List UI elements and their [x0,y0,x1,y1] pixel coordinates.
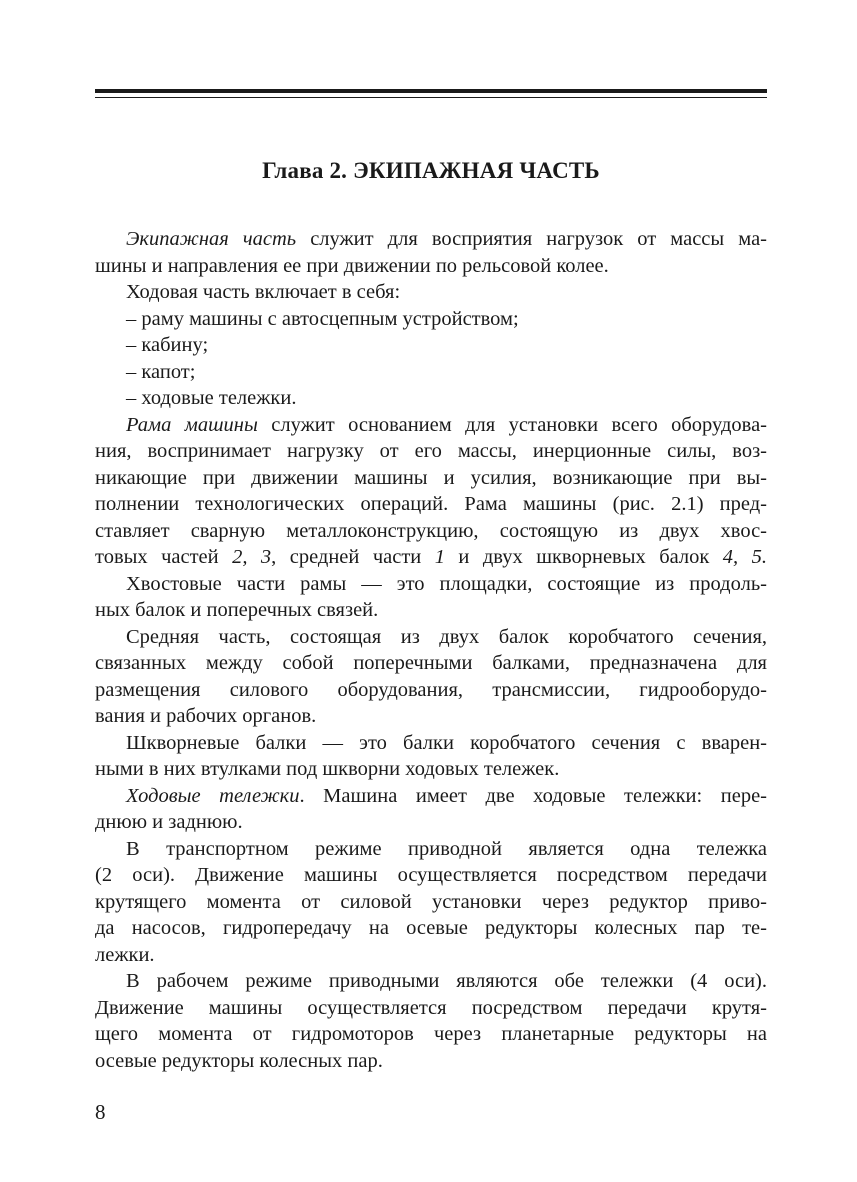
text-line [95,385,767,412]
text-line [95,862,767,889]
text-segment: связанных между собой поперечными балками, предназначена для [95,652,767,674]
text-line [95,571,767,598]
italic-segment: 4, 5. [722,546,767,568]
text-line [95,279,767,306]
text-segment: В рабочем режиме приводными являются обе тележки (4 оси). [126,970,767,992]
text-line [95,650,767,677]
text-segment: Средняя часть, состоящая из двух балок коробчатого сечения, [126,625,767,648]
chapter-title: Глава 2. ЭКИПАЖНАЯ ЧАСТЬ [262,158,600,183]
text-segment: полнении технологических операций. Рама машины (рис. 2.1) пред- [95,493,767,515]
text-segment: ния, воспринимает нагрузку от его массы, инерционные силы, воз- [95,440,767,462]
text-segment: , средней части [271,546,435,568]
italic-segment: 2, 3 [232,546,272,568]
text-line [95,968,767,995]
text-segment: – раму машины с автосцепным устройством; [126,307,519,330]
text-segment: ными в них втулками под шкворни ходовых тележек. [95,758,560,780]
header-rule-thick [95,89,767,93]
italic-segment: Рама машины [126,413,258,436]
text-line [95,465,767,492]
text-line [95,518,767,545]
text-line [95,942,767,969]
text-segment: осевые редукторы колесных пар. [95,1049,383,1072]
text-segment: (2 оси). Движение машины осуществляется посредством передачи [95,864,767,886]
text-segment: Шкворневые балки — это балки коробчатого сечения с вварен- [126,731,767,754]
italic-segment: Ходовые тележки [126,784,300,807]
text-line [95,1048,767,1075]
text-line [95,438,767,465]
text-line [95,412,767,439]
text-line [95,359,767,386]
text-line [95,677,767,704]
text-line [95,783,767,810]
text-line [95,730,767,757]
text-segment: днюю и заднюю. [95,811,243,833]
text-segment: да насосов, гидропередачу на осевые редукторы колесных пар те- [95,917,767,939]
text-segment: – капот; [126,360,196,383]
text-line [95,889,767,916]
text-segment: . Машина имеет две ходовые тележки: пере- [299,784,767,807]
text-segment: В транспортном режиме приводной является одна тележка [126,837,767,860]
text-segment: ставляет сварную металлоконструкцию, состоящую из двух хвос- [95,519,767,542]
text-line [95,703,767,730]
text-line [95,1021,767,1048]
text-segment: размещения силового оборудования, трансмиссии, гидрооборудо- [95,678,767,701]
text-line [95,226,767,253]
text-segment: – ходовые тележки. [126,387,297,409]
text-line [95,544,767,571]
text-segment: и двух шкворневых балок [444,546,723,568]
italic-segment: Экипажная часть [126,228,297,250]
text-segment: лежки. [95,943,155,966]
text-segment: шины и направления ее при движении по рельсовой колее. [95,254,609,277]
text-line [95,597,767,624]
text-line [95,332,767,359]
text-segment: никающие при движении машины и усилия, возникающие при вы- [95,466,767,489]
text-line [95,995,767,1022]
text-segment: щего момента от гидромоторов через планетарные редукторы на [95,1023,767,1045]
page-number: 8 [95,1100,106,1124]
text-line [95,809,767,836]
text-segment: Хвостовые части рамы — это площадки, состоящие из продоль- [126,572,767,595]
text-line [95,306,767,333]
text-segment: крутящего момента от силовой установки через редуктор приво- [95,890,767,913]
text-line [95,253,767,280]
text-line [95,756,767,783]
text-segment: Движение машины осуществляется посредством передачи крутя- [95,996,767,1019]
text-line [95,836,767,863]
text-segment: служит для восприятия нагрузок от массы ма- [296,228,767,250]
text-segment: Ходовая часть включает в себя: [126,281,401,303]
header-rule-thin [95,97,767,98]
body-text [95,226,767,1074]
text-segment: ных балок и поперечных связей. [95,599,379,621]
text-line [95,915,767,942]
text-segment: служит основанием для установки всего оборудова- [257,413,767,436]
text-line [95,491,767,518]
italic-segment: 1 [434,546,445,568]
text-line [95,624,767,651]
text-segment: вания и рабочих органов. [95,705,317,727]
text-segment: – кабину; [126,334,209,356]
text-segment: товых частей [95,546,233,568]
